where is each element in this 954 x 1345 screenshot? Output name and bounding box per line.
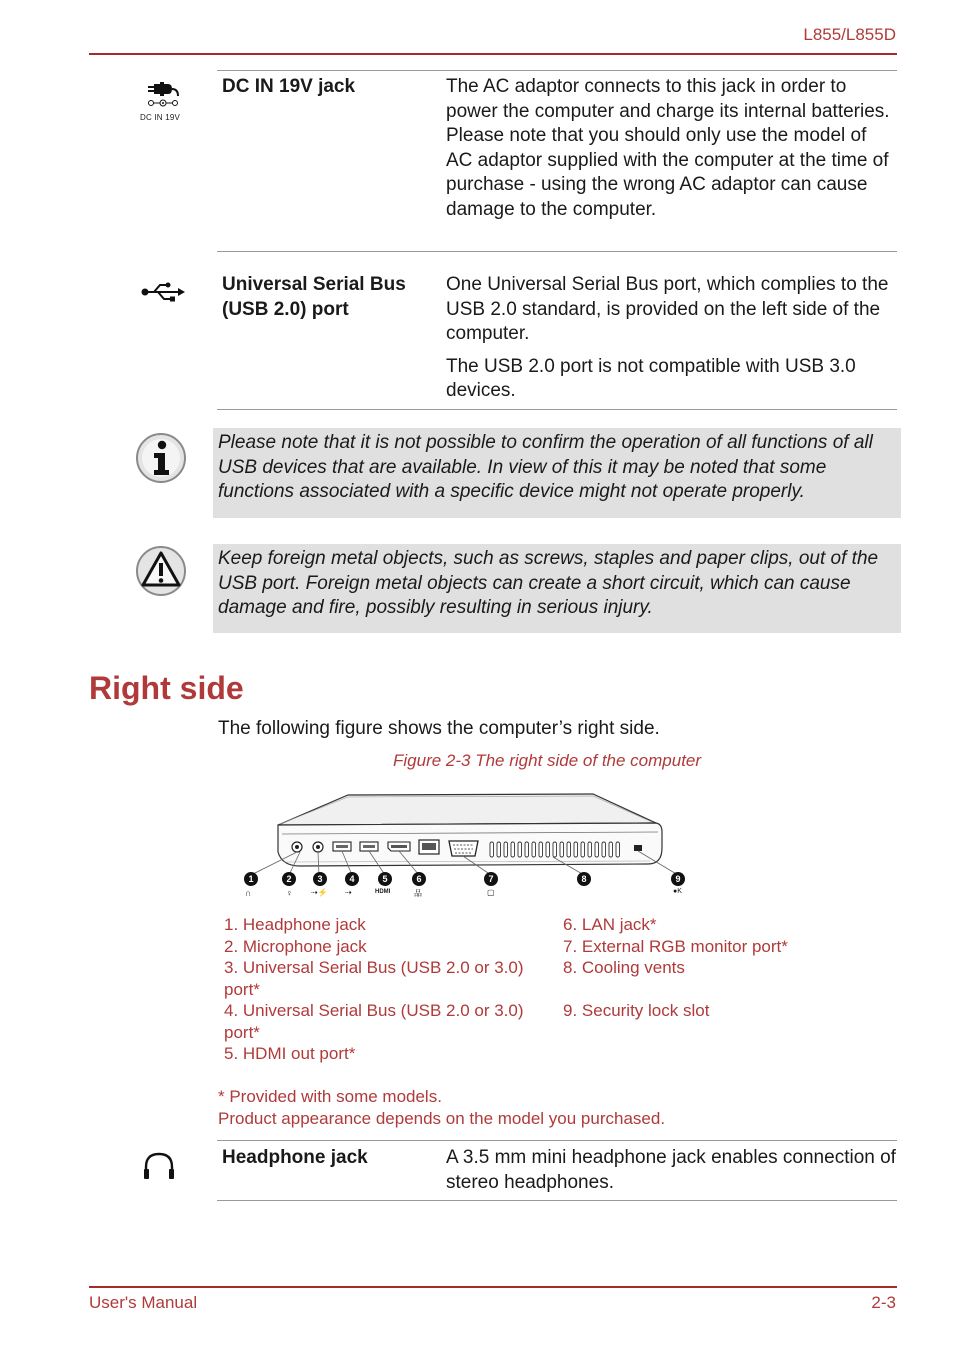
legend-item: 8. Cooling vents — [563, 958, 685, 977]
footnote-provided: * Provided with some models. — [218, 1087, 442, 1106]
desc-dc-in-text: The AC adaptor connects to this jack in order to power the computer and charge its internal batteries. Please note that you should only use the model of AC adaptor supplied with the computer at the time of purchase - using the wrong AC adaptor can cause damage to the computer. — [446, 76, 890, 220]
legend-item: 3. Universal Serial Bus (USB 2.0 or 3.0) port* — [224, 958, 524, 999]
footer-left: User's Manual — [89, 1293, 198, 1312]
legend-item: 1. Headphone jack — [224, 915, 366, 934]
page-header-model: L855/L855D — [803, 25, 896, 44]
headphone-icon — [142, 1151, 176, 1186]
info-note — [213, 428, 901, 518]
footer-page-number: 2-3 — [871, 1293, 896, 1312]
warning-note-text: Keep foreign metal objects, such as screws, staples and paper clips, out of the USB port. Foreign metal objects can create a short circuit, which can cause damage and fire, possibly resulting in serious injury. — [218, 548, 879, 618]
usb-symbol-icon: ⇢ — [345, 888, 352, 897]
callout-3: 3 — [313, 872, 327, 886]
callout-markers — [238, 872, 694, 902]
desc-usb-text-1: One Universal Serial Bus port, which complies to the USB 2.0 standard, is provided on the left side of the computer. — [446, 274, 889, 344]
callout-7: 7 — [484, 872, 498, 886]
legend-item: 5. HDMI out port* — [224, 1044, 356, 1063]
lock-symbol-icon: ●K — [673, 888, 682, 895]
desc-usb-text-2: The USB 2.0 port is not compatible with USB 3.0 devices. — [446, 355, 856, 401]
desc-headphone-text: A 3.5 mm mini headphone jack enables connection of stereo headphones. — [446, 1147, 896, 1193]
warning-icon — [135, 545, 187, 602]
legend-item: 4. Universal Serial Bus (USB 2.0 or 3.0) port* — [224, 1001, 524, 1042]
warning-note — [213, 544, 901, 633]
headphone-symbol-icon: ∩ — [245, 888, 252, 898]
microphone-symbol-icon: ♀ — [286, 888, 293, 898]
table-rule — [217, 70, 897, 71]
figure-caption: Figure 2-3 The right side of the computer — [393, 751, 702, 770]
usb-sleep-charge-symbol-icon: ⇢⚡ — [311, 888, 328, 897]
callout-9: 9 — [671, 872, 685, 886]
header-rule — [89, 53, 897, 55]
figure-footnotes — [218, 1086, 898, 1129]
dc-in-icon — [140, 80, 186, 122]
table-rule — [217, 1140, 897, 1141]
table-rule — [217, 1200, 897, 1201]
callout-1: 1 — [244, 872, 258, 886]
legend-right — [563, 914, 893, 1022]
desc-headphone — [446, 1146, 896, 1203]
hdmi-symbol-icon: HDMI — [375, 889, 391, 895]
usb-icon — [140, 281, 186, 303]
term-dc-in: DC IN 19V jack — [222, 76, 356, 97]
lan-symbol-icon: 品 — [414, 889, 422, 898]
footer-rule — [89, 1286, 897, 1288]
term-usb: Universal Serial Bus (USB 2.0) port — [222, 274, 406, 320]
legend-item: 2. Microphone jack — [224, 936, 367, 956]
legend-item: 6. LAN jack* — [563, 915, 657, 934]
section-intro: The following figure shows the computer’s right side. — [218, 718, 660, 739]
callout-4: 4 — [345, 872, 359, 886]
table-rule — [217, 409, 897, 410]
dc-in-icon-label: DC IN 19V — [140, 113, 181, 122]
footnote-appearance: Product appearance depends on the model you purchased. — [218, 1108, 666, 1128]
monitor-symbol-icon: ▢ — [487, 888, 495, 897]
callout-2: 2 — [282, 872, 296, 886]
section-title: Right side — [89, 670, 244, 706]
legend-item: 9. Security lock slot — [563, 1001, 710, 1020]
desc-usb — [446, 273, 896, 412]
desc-dc-in — [446, 75, 896, 230]
legend-left — [224, 914, 554, 1065]
callout-8: 8 — [577, 872, 591, 886]
table-rule — [217, 251, 897, 252]
info-note-text: Please note that it is not possible to confirm the operation of all functions of all USB devices that are available. In view of this it may be noted that some functions associated with a specific device might not operate properly. — [218, 432, 873, 502]
legend-item: 7. External RGB monitor port* — [563, 936, 788, 956]
callout-6: 6 — [412, 872, 426, 886]
info-icon — [135, 432, 187, 489]
callout-5: 5 — [378, 872, 392, 886]
term-headphone: Headphone jack — [222, 1147, 368, 1168]
